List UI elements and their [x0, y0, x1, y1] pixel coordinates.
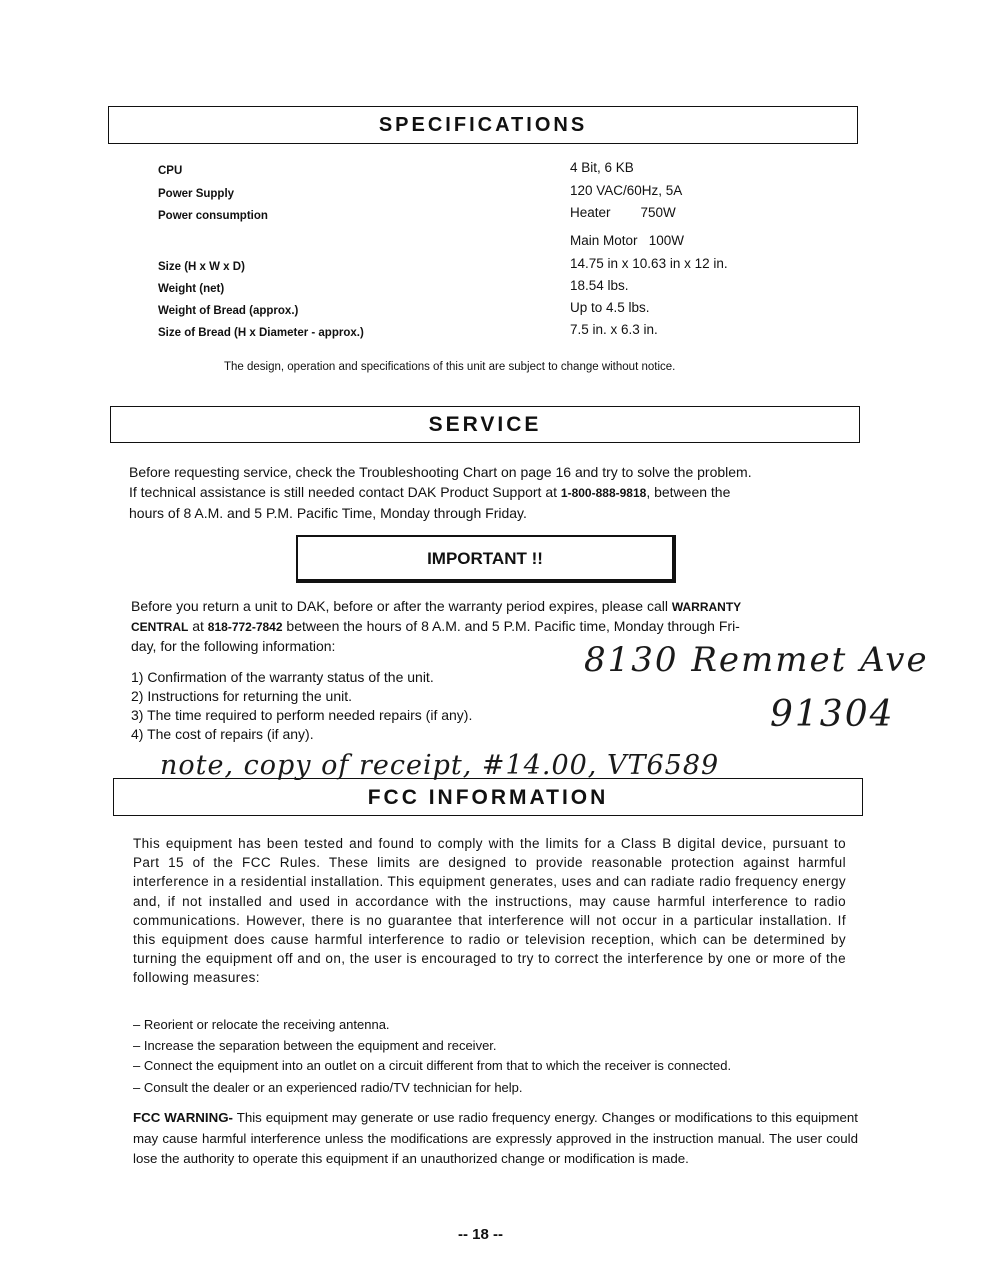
service-line-2-text: If technical assistance is still needed contact DAK Product Support at — [129, 484, 561, 500]
warranty-line-2-at: at — [188, 618, 208, 634]
spec-label-bread-size: Size of Bread (H x Diameter - approx.) — [158, 327, 364, 339]
warranty-line-1 — [131, 597, 851, 617]
spec-label-cpu: CPU — [158, 165, 183, 177]
spec-value-weight: 18.54 lbs. — [570, 278, 629, 293]
fcc-warning-text: This equipment may generate or use radio frequency energy. Changes or modifications to this equipment may cause harmful interference unless the modifications are expressly approved in the instruction manual. The user could lose the authority to operate this equipment if an unauthorized change or modification is made. — [133, 1110, 858, 1166]
fcc-warning — [133, 1108, 858, 1170]
specifications-heading: SPECIFICATIONS — [108, 106, 858, 144]
important-box — [296, 535, 676, 583]
fcc-paragraph: This equipment has been tested and found to comply with the limits for a Class B digital device, pursuant to Part 15 of the FCC Rules. These limits are designed to provide reasonable protection against harmful interference in a residential installation. This equipment generates, uses and can radiate radio frequency energy and, if not installed and used in accordance with the instructions, may cause harmful interference to radio communications. However, there is no guarantee that interference will not occur in a particular installation. If this equipment does cause harmful interference to radio or television reception, which can be determined by turning the equipment off and on, the user is encouraged to try to correct the interference by one or more of the following measures: — [133, 836, 846, 986]
service-line-2-tail: , between the — [646, 484, 731, 500]
spec-value-cpu: 4 Bit, 6 KB — [570, 160, 634, 175]
spec-label-size: Size (H x W x D) — [158, 261, 245, 273]
spec-value-main-motor: Main Motor 100W — [570, 233, 685, 248]
service-paragraph — [129, 462, 849, 523]
spec-value-size: 14.75 in x 10.63 in x 12 in. — [570, 256, 728, 271]
handwritten-address: 8130 Remmet Ave — [584, 640, 929, 680]
warranty-phone: 818-772-7842 — [207, 620, 283, 634]
spec-value-bread-weight: Up to 4.5 lbs. — [570, 300, 650, 315]
fcc-heading: FCC INFORMATION — [113, 778, 863, 816]
handwritten-zip: 91304 — [770, 694, 895, 735]
warranty-line-2-text: between the hours of 8 A.M. and 5 P.M. Pacific time, Monday through Fri- — [282, 618, 740, 634]
fcc-measure-4: – Consult the dealer or an experienced radio/TV technician for help. — [133, 1080, 523, 1095]
service-heading: SERVICE — [110, 406, 860, 443]
service-line-1: Before requesting service, check the Troubleshooting Chart on page 16 and try to solve the problem. — [129, 464, 752, 480]
spec-label-power-supply: Power Supply — [158, 188, 235, 200]
fcc-warning-label: FCC WARNING- — [133, 1110, 233, 1125]
spec-label-power-consumption: Power consumption — [158, 210, 268, 222]
fcc-measure-3: – Connect the equipment into an outlet on a circuit different from that to which the receiver is connected. — [133, 1058, 732, 1073]
spec-label-bread-weight: Weight of Bread (approx.) — [158, 305, 299, 317]
info-list — [131, 668, 472, 744]
list-item: 2) Instructions for returning the unit. — [131, 688, 352, 704]
spec-label-weight: Weight (net) — [158, 283, 225, 295]
spec-notice: The design, operation and specifications of this unit are subject to change without notice. — [224, 361, 676, 373]
support-phone: 1-800-888-9818 — [560, 486, 647, 500]
warranty-line-3: day, for the following information: — [131, 638, 336, 654]
warranty-central-2: CENTRAL — [131, 620, 189, 634]
warranty-central-1: WARRANTY — [671, 600, 742, 614]
warranty-line-1-text: Before you return a unit to DAK, before or after the warranty period expires, please call — [131, 598, 672, 614]
fcc-measure-1: – Reorient or relocate the receiving antenna. — [133, 1017, 390, 1032]
spec-value-power-supply: 120 VAC/60Hz, 5A — [570, 183, 683, 198]
service-line-3: hours of 8 A.M. and 5 P.M. Pacific Time, Monday through Friday. — [129, 505, 527, 521]
handwritten-note: note, copy of receipt, #14.00, VT6589 — [160, 750, 720, 781]
page-number: -- 18 -- — [458, 1226, 503, 1243]
list-item: 3) The time required to perform needed repairs (if any). — [131, 707, 473, 723]
service-line-2 — [129, 482, 849, 503]
important-label: IMPORTANT !! — [427, 549, 543, 568]
spec-value-bread-size: 7.5 in. x 6.3 in. — [570, 322, 658, 337]
list-item: 1) Confirmation of the warranty status of the unit. — [131, 669, 434, 685]
spec-value-heater: Heater 750W — [570, 205, 676, 220]
warranty-line-2 — [131, 617, 851, 637]
fcc-measure-2: – Increase the separation between the equipment and receiver. — [133, 1038, 497, 1053]
list-item: 4) The cost of repairs (if any). — [131, 726, 314, 742]
